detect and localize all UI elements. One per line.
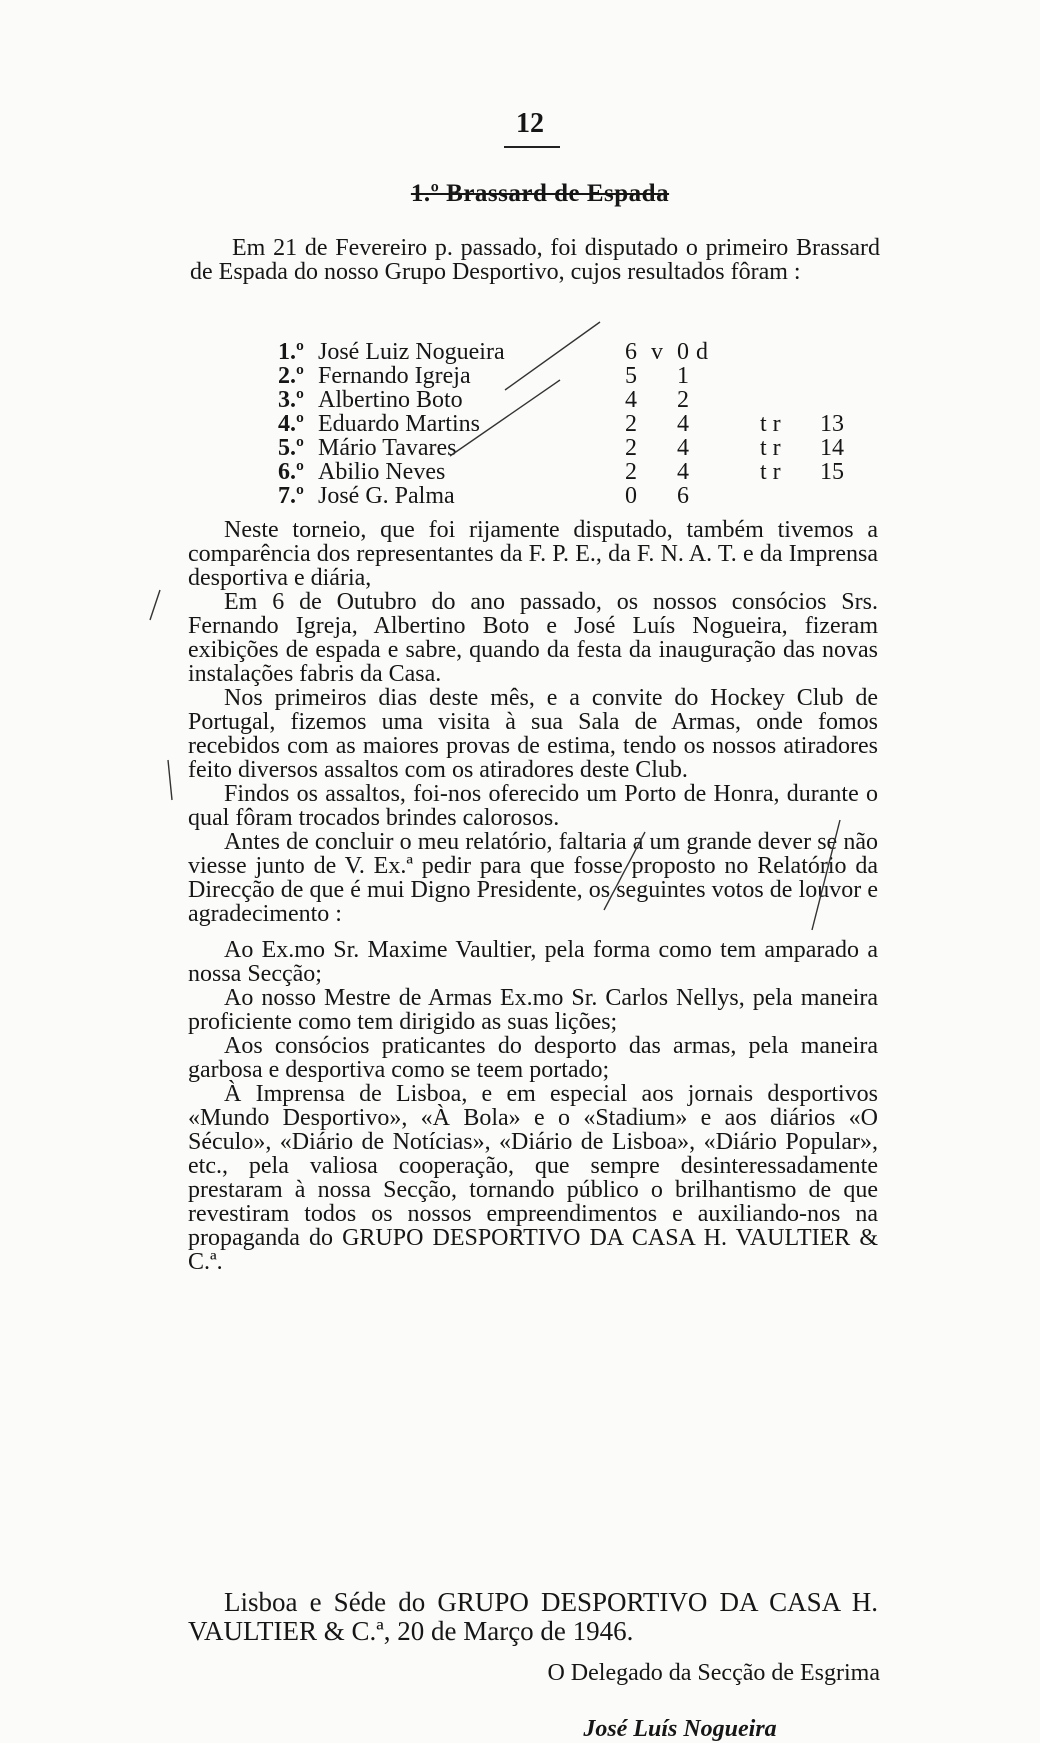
result-defeats: 2	[677, 387, 689, 413]
result-name: Eduardo Martins	[318, 411, 480, 437]
result-touches-received	[820, 388, 860, 412]
result-victories: 0	[625, 483, 637, 509]
result-touches-received: 14	[820, 435, 844, 461]
result-rank: 2.º	[278, 363, 304, 389]
results-row	[278, 340, 860, 364]
delegate-line: O Delegado da Secção de Esgrima	[547, 1660, 880, 1686]
results-row	[278, 412, 860, 436]
result-name: Abilio Neves	[318, 459, 446, 485]
result-victories: 4	[625, 387, 637, 413]
result-victories-unit	[644, 460, 670, 484]
result-victories-unit	[644, 412, 670, 436]
results-row	[278, 436, 860, 460]
result-defeats: 4	[677, 435, 689, 461]
result-defeats-unit	[696, 436, 760, 460]
result-rank: 1.º	[278, 339, 304, 365]
result-defeats: 4	[677, 411, 689, 437]
result-victories-unit	[644, 436, 670, 460]
result-defeats: 4	[677, 459, 689, 485]
results-row	[278, 388, 860, 412]
result-touches-label: t r	[760, 459, 781, 485]
result-touches-received	[820, 364, 860, 388]
result-defeats-unit	[696, 460, 760, 484]
result-defeats-unit	[696, 484, 760, 508]
results-table	[278, 340, 860, 508]
result-touches-received: 15	[820, 459, 844, 485]
result-defeats-unit	[696, 412, 760, 436]
result-victories-unit	[644, 388, 670, 412]
section-title: 1.º Brassard de Espada	[410, 180, 670, 207]
results-row	[278, 460, 860, 484]
result-defeats: 0	[677, 339, 689, 365]
result-victories-unit: v	[651, 339, 663, 365]
vote-paragraph: Ao Ex.mo Sr. Maxime Vaultier, pela forma como tem amparado a nossa Secção;	[188, 937, 878, 987]
result-rank: 7.º	[278, 483, 304, 509]
vote-paragraph: Ao nosso Mestre de Armas Ex.mo Sr. Carlos Nellys, pela maneira proficiente como tem dirigido as suas lições;	[188, 985, 878, 1035]
pen-stroke	[150, 590, 160, 620]
result-touches-received: 13	[820, 411, 844, 437]
result-defeats: 1	[677, 363, 689, 389]
result-victories: 5	[625, 363, 637, 389]
result-rank: 6.º	[278, 459, 304, 485]
results-row	[278, 484, 860, 508]
signature: José Luís Nogueira	[583, 1716, 777, 1742]
result-victories-unit	[644, 484, 670, 508]
report-body	[188, 518, 878, 926]
result-touches-label	[760, 388, 820, 412]
result-victories: 2	[625, 411, 637, 437]
result-name: Mário Tavares	[318, 435, 457, 461]
result-touches-label	[760, 340, 820, 364]
result-name: Albertino Boto	[318, 387, 463, 413]
body-paragraph: Antes de concluir o meu relatório, faltaria a um grande dever se não viesse junto de V. Ex.ª pedir para que fosse proposto no Relatório da Direcção de que é mui Digno Presidente, os seguintes votos de louvor e agradecimento :	[188, 829, 878, 927]
intro-paragraph	[190, 236, 880, 284]
result-touches-label	[760, 484, 820, 508]
body-paragraph: Em 6 de Outubro do ano passado, os nossos consócios Srs. Fernando Igreja, Albertino Boto e José Luís Nogueira, fizeram exibições de espada e sabre, quando da festa da inauguração das novas instalações fabris da Casa.	[188, 589, 878, 687]
result-defeats-unit: d	[696, 339, 708, 365]
result-defeats: 6	[677, 483, 689, 509]
vote-paragraph: Aos consócios praticantes do desporto das armas, pela maneira garbosa e desportiva como se teem portado;	[188, 1033, 878, 1083]
result-rank: 4.º	[278, 411, 304, 437]
closing-place-date: Lisboa e Séde do GRUPO DESPORTIVO DA CASA H. VAULTIER & C.ª, 20 de Março de 1946.	[188, 1587, 878, 1646]
result-victories: 2	[625, 459, 637, 485]
result-name: Fernando Igreja	[318, 363, 471, 389]
body-paragraph: Findos os assaltos, foi-nos oferecido um Porto de Honra, durante o qual fôram trocados brindes calorosos.	[188, 781, 878, 831]
result-touches-label: t r	[760, 411, 781, 437]
result-touches-label	[760, 364, 820, 388]
results-row	[278, 364, 860, 388]
result-victories-unit	[644, 364, 670, 388]
vote-paragraph: À Imprensa de Lisboa, e em especial aos jornais desportivos «Mundo Desportivo», «À Bola» e o «Stadium» e aos diários «O Século», «Diário de Notícias», «Diário de Lisboa», «Diário Popular», etc., pela valiosa cooperação, que sempre desinteressadamente prestaram à nossa Secção, tornando público o brilhantismo de que revestiram todos os nossos empreendimentos e auxiliando-nos na propaganda do GRUPO DESPORTIVO DA CASA H. VAULTIER & C.ª.	[188, 1081, 878, 1275]
intro-text: Em 21 de Fevereiro p. passado, foi disputado o primeiro Brassard de Espada do nosso Grupo Desportivo, cujos resultados fôram :	[190, 235, 880, 285]
result-touches-label: t r	[760, 435, 781, 461]
result-defeats-unit	[696, 388, 760, 412]
pen-stroke	[168, 760, 172, 800]
body-paragraph: Nos primeiros dias deste mês, e a convite do Hockey Club de Portugal, fizemos uma visita à sua Sala de Armas, onde fomos recebidos com as maiores provas de estima, tendo os nossos atiradores feito diversos assaltos com os atiradores deste Club.	[188, 685, 878, 783]
result-victories: 2	[625, 435, 637, 461]
result-rank: 5.º	[278, 435, 304, 461]
result-name: José G. Palma	[318, 483, 455, 509]
result-touches-received	[820, 484, 860, 508]
result-name: José Luiz Nogueira	[318, 339, 505, 365]
result-defeats-unit	[696, 364, 760, 388]
page-number: 12	[516, 108, 544, 139]
body-paragraph: Neste torneio, que foi rijamente disputado, também tivemos a comparência dos representantes da F. P. E., da F. N. A. T. e da Imprensa desportiva e diária,	[188, 517, 878, 591]
result-touches-received	[820, 340, 860, 364]
result-rank: 3.º	[278, 387, 304, 413]
votes-of-thanks	[188, 938, 878, 1274]
page-number-rule	[504, 146, 560, 148]
result-victories: 6	[625, 339, 637, 365]
